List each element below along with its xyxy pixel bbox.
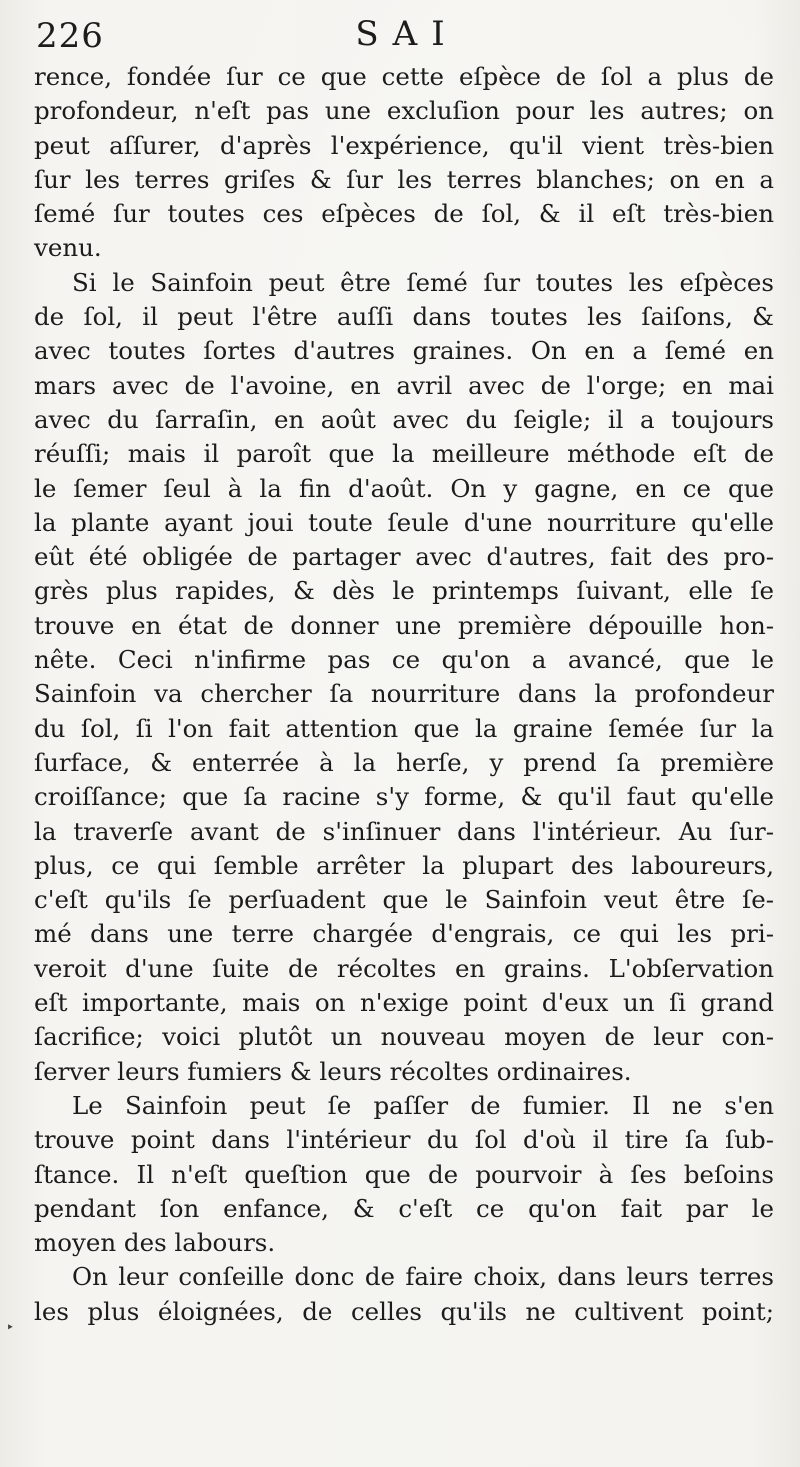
- text-line: trouve en état de donner une première dépouille hon-: [34, 610, 774, 640]
- body-text: [34, 60, 774, 1329]
- text-line: croiſſance; que ſa racine s'y forme, & qu'il faut qu'elle: [34, 782, 774, 812]
- text-line: la traverſe avant de s'inſinuer dans l'intérieur. Au ſur-: [34, 816, 774, 846]
- text-line: Si le Sainfoin peut être ſemé ſur toutes les eſpèces: [72, 267, 774, 297]
- text-line: profondeur, n'eſt pas une excluſion pour les autres; on: [34, 96, 774, 126]
- text-line: nête. Ceci n'infirme pas ce qu'on a avancé, que le: [34, 645, 774, 675]
- text-line: venu.: [34, 233, 102, 263]
- page-number: 226: [36, 16, 104, 56]
- text-line: ſerver leurs fumiers & leurs récoltes ordinaires.: [34, 1056, 632, 1086]
- margin-marker: ‣: [6, 1320, 15, 1336]
- text-line: Le Sainfoin peut ſe paſſer de fumier. Il ne s'en: [72, 1090, 774, 1120]
- text-line: trouve point dans l'intérieur du ſol d'où il tire ſa ſub-: [34, 1125, 774, 1155]
- text-line: veroit d'une ſuite de récoltes en grains. L'obſervation: [34, 953, 774, 983]
- text-line: réuſſi; mais il paroît que la meilleure méthode eſt de: [34, 439, 774, 469]
- text-line: de ſol, il peut l'être auſſi dans toutes les ſaiſons, &: [34, 302, 774, 332]
- text-line: du ſol, ſi l'on fait attention que la graine ſemée ſur la: [34, 713, 774, 743]
- text-line: mé dans une terre chargée d'engrais, ce qui les pri-: [34, 919, 774, 949]
- text-line: les plus éloignées, de celles qu'ils ne cultivent point;: [34, 1296, 774, 1326]
- text-line: pendant ſon enfance, & c'eſt ce qu'on fait par le: [34, 1193, 774, 1223]
- text-line: ſtance. Il n'eſt queſtion que de pourvoir à ſes beſoins: [34, 1159, 774, 1189]
- text-line: avec du ſarraſin, en août avec du ſeigle; il a toujours: [34, 404, 774, 434]
- text-line: peut aſſurer, d'après l'expérience, qu'il vient très-bien: [34, 130, 774, 160]
- text-line: le ſemer ſeul à la fin d'août. On y gagne, en ce que: [34, 473, 774, 503]
- text-line: mars avec de l'avoine, en avril avec de l'orge; en mai: [34, 370, 774, 400]
- text-line: plus, ce qui ſemble arrêter la plupart des laboureurs,: [34, 850, 774, 880]
- text-line: moyen des labours.: [34, 1228, 276, 1258]
- text-line: ſacrifice; voici plutôt un nouveau moyen de leur con-: [34, 1022, 774, 1052]
- text-line: la plante ayant joui toute ſeule d'une nourriture qu'elle: [34, 507, 774, 537]
- text-line: grès plus rapides, & dès le printemps ſuivant, elle ſe: [34, 576, 774, 606]
- text-line: ſur les terres griſes & ſur les terres blanches; on en a: [34, 164, 774, 194]
- text-line: eût été obligée de partager avec d'autres, fait des pro-: [34, 542, 774, 572]
- text-line: ſemé ſur toutes ces eſpèces de ſol, & il eſt très-bien: [34, 199, 774, 229]
- text-line: rence, fondée ſur ce que cette eſpèce de ſol a plus de: [34, 62, 774, 91]
- running-head: SAI: [355, 14, 459, 54]
- text-line: c'eſt qu'ils ſe perſuadent que le Sainfoin veut être ſe-: [34, 885, 774, 915]
- text-line: On leur conſeille donc de faire choix, dans leurs terres: [72, 1262, 774, 1292]
- text-line: avec toutes ſortes d'autres graines. On en a ſemé en: [34, 336, 774, 366]
- text-line: Sainfoin va chercher ſa nourriture dans la profondeur: [34, 679, 774, 709]
- text-line: ſurface, & enterrée à la herſe, y prend ſa première: [34, 747, 774, 777]
- text-line: eſt importante, mais on n'exige point d'eux un ſi grand: [34, 988, 774, 1018]
